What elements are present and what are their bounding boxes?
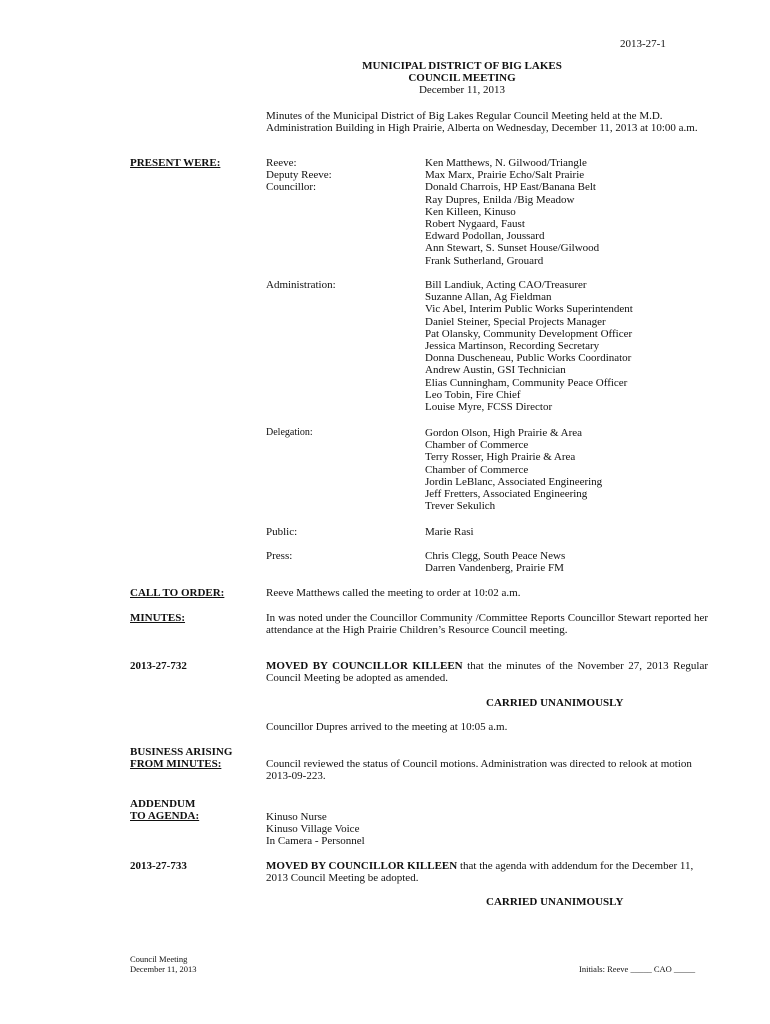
admin-member: Bill Landiuk, Acting CAO/Treasurer <box>425 279 587 291</box>
delegation-member: Jordin LeBlanc, Associated Engineering <box>425 475 603 488</box>
present-heading: PRESENT WERE: <box>130 157 221 169</box>
admin-member: Andrew Austin, GSI Technician <box>425 364 566 377</box>
role-councillor: Councillor: <box>266 181 317 194</box>
minutes-heading: MINUTES: <box>130 612 186 624</box>
header-date: December 11, 2013 <box>418 84 506 96</box>
motion-text <box>266 660 708 684</box>
public-label: Public: <box>266 526 298 538</box>
motion-body: that the minutes of the November 27, 2013 Regular Council Meeting be adopted as amended. <box>266 660 708 685</box>
council-member: Donald Charrois, HP East/Banana Belt <box>425 181 596 194</box>
council-member: Max Marx, Prairie Echo/Salt Prairie <box>425 169 585 182</box>
admin-member: Suzanne Allan, Ag Fieldman <box>425 291 552 304</box>
admin-member: Donna Duscheneau, Public Works Coordinator <box>425 352 632 365</box>
council-member: Ray Dupres, Enilda /Big Meadow <box>425 193 575 206</box>
delegation-member: Chamber of Commerce <box>425 463 529 476</box>
motion-result: CARRIED UNANIMOUSLY <box>486 697 624 709</box>
call-to-order-text: Reeve Matthews called the meeting to order at 10:02 a.m. <box>266 587 521 599</box>
addendum-item: In Camera - Personnel <box>266 835 365 848</box>
council-list <box>425 157 599 267</box>
admin-member: Pat Olansky, Community Development Officer <box>425 327 633 340</box>
admin-member: Jessica Martinson, Recording Secretary <box>425 340 600 353</box>
business-arising-heading <box>130 746 232 770</box>
delegation-label: Delegation: <box>266 427 313 438</box>
delegation-member: Trever Sekulich <box>425 500 496 513</box>
council-member: Ken Killeen, Kinuso <box>425 205 516 218</box>
role-reeve: Reeve: <box>266 157 297 169</box>
header-org: MUNICIPAL DISTRICT OF BIG LAKES <box>362 60 562 72</box>
council-member: Frank Sutherland, Grouard <box>425 254 544 267</box>
press-member: Chris Clegg, South Peace News <box>425 550 566 562</box>
delegation-member: Jeff Fretters, Associated Engineering <box>425 488 588 501</box>
motion-mover: MOVED BY COUNCILLOR KILLEEN <box>266 860 458 872</box>
press-label: Press: <box>266 550 293 562</box>
page-number: 2013-27-1 <box>620 38 666 50</box>
footer-initials: Initials: Reeve _____ CAO _____ <box>579 964 696 974</box>
intro-paragraph: Minutes of the Municipal District of Big Lakes Regular Council Meeting held at the M.D. Administration Building in High Prairie, Alberta on Wednesday, December 11, 2013 at 10:00 a.m. <box>266 110 698 135</box>
motion-text <box>266 860 712 884</box>
press-list <box>425 550 565 574</box>
call-to-order-heading: CALL TO ORDER: <box>130 587 225 599</box>
business-arising-heading-line2: FROM MINUTES: <box>130 758 222 771</box>
admin-member: Daniel Steiner, Special Projects Manager <box>425 315 606 328</box>
footer-left <box>130 954 196 974</box>
council-member: Edward Podollan, Joussard <box>425 230 545 243</box>
addendum-item: Kinuso Nurse <box>266 811 327 823</box>
motion-number: 2013-27-733 <box>130 860 187 872</box>
admin-member: Elias Cunningham, Community Peace Officer <box>425 376 628 389</box>
business-arising-text: Council reviewed the status of Council motions. Administration was directed to relook at motion 2013-09-223. <box>266 758 692 783</box>
admin-label: Administration: <box>266 279 336 291</box>
minutes-text: In was noted under the Councillor Community /Committee Reports Councillor Stewart reported her attendance at the High Prairie Children’s Resource Council meeting. <box>266 612 708 637</box>
addendum-heading-line1: ADDENDUM <box>130 798 196 810</box>
admin-member: Vic Abel, Interim Public Works Superintendent <box>425 303 633 316</box>
admin-member: Louise Myre, FCSS Director <box>425 401 553 414</box>
council-member: Ken Matthews, N. Gilwood/Triangle <box>425 157 587 169</box>
motion-mover: MOVED BY COUNCILLOR KILLEEN <box>266 660 463 672</box>
delegation-member: Gordon Olson, High Prairie & Area <box>425 427 583 439</box>
addendum-list <box>266 811 365 848</box>
addendum-heading <box>130 798 199 822</box>
footer-line1: Council Meeting <box>130 954 188 964</box>
delegation-member: Chamber of Commerce <box>425 439 529 452</box>
public-member: Marie Rasi <box>425 526 474 538</box>
admin-list <box>425 279 633 413</box>
arrival-note: Councillor Dupres arrived to the meeting at 10:05 a.m. <box>266 721 508 733</box>
header-meeting: COUNCIL MEETING <box>408 72 516 84</box>
admin-member: Leo Tobin, Fire Chief <box>425 388 521 401</box>
present-roles <box>266 157 332 194</box>
delegation-list <box>425 427 602 512</box>
motion-result: CARRIED UNANIMOUSLY <box>486 896 624 908</box>
press-member: Darren Vandenberg, Prairie FM <box>425 562 564 575</box>
delegation-member: Terry Rosser, High Prairie & Area <box>425 451 576 464</box>
role-deputy-reeve: Deputy Reeve: <box>266 169 332 182</box>
motion-body: that the agenda with addendum for the December 11, 2013 Council Meeting be adopted. <box>266 860 694 885</box>
business-arising-heading-line1: BUSINESS ARISING <box>130 746 233 758</box>
council-member: Robert Nygaard, Faust <box>425 218 525 231</box>
motion-number: 2013-27-732 <box>130 660 187 672</box>
addendum-heading-line2: TO AGENDA: <box>130 810 200 823</box>
footer-line2: December 11, 2013 <box>130 964 197 974</box>
addendum-item: Kinuso Village Voice <box>266 823 360 836</box>
council-member: Ann Stewart, S. Sunset House/Gilwood <box>425 242 600 255</box>
